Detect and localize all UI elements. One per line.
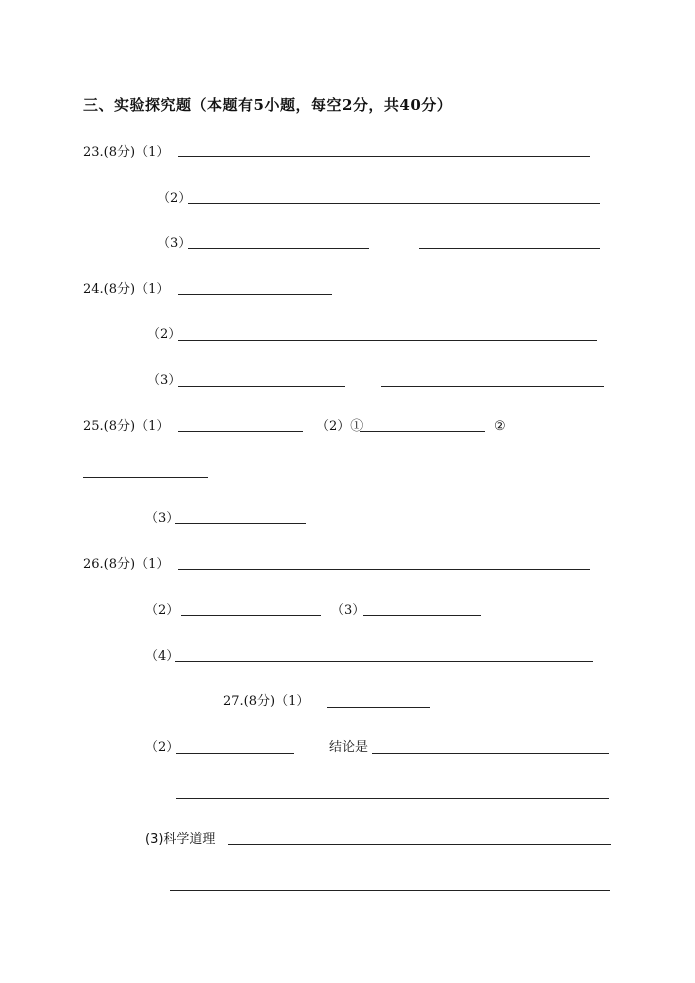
q23-part2-label: （2） bbox=[157, 191, 192, 206]
q24-blank-3a[interactable] bbox=[178, 386, 345, 387]
q25-blank-2a[interactable] bbox=[360, 431, 485, 432]
q26-blank-1[interactable] bbox=[178, 569, 590, 570]
q24-part2-label: （2） bbox=[147, 327, 182, 342]
q26-part2-label: （2） bbox=[145, 603, 180, 618]
q26-blank-2[interactable] bbox=[181, 615, 321, 616]
q26-part4-label: （4） bbox=[145, 649, 180, 664]
q23-part3-label: （3） bbox=[157, 236, 192, 251]
q27-part3-label: (3)科学道理 bbox=[145, 832, 216, 847]
q25-label: 25.(8分)（1） bbox=[83, 419, 170, 434]
section-title: 三、实验探究题（本题有5小题，每空2分，共40分） bbox=[83, 96, 453, 114]
q23-blank-3b[interactable] bbox=[419, 248, 600, 249]
q23-blank-3a[interactable] bbox=[188, 248, 369, 249]
q27-conclusion-label: 结论是 bbox=[329, 740, 369, 755]
q24-blank-1[interactable] bbox=[178, 294, 332, 295]
q27-blank-2[interactable] bbox=[176, 753, 294, 754]
q27-blank-1[interactable] bbox=[327, 707, 430, 708]
q27-part2-label: （2） bbox=[145, 740, 180, 755]
q23-blank-2[interactable] bbox=[188, 203, 600, 204]
q25-blank-2b[interactable] bbox=[83, 477, 208, 478]
q26-blank-3[interactable] bbox=[363, 615, 481, 616]
q24-blank-3b[interactable] bbox=[381, 386, 604, 387]
q23-blank-1[interactable] bbox=[178, 156, 590, 157]
q26-label: 26.(8分)（1） bbox=[83, 557, 170, 572]
q25-part3-label: （3） bbox=[145, 511, 180, 526]
q27-label: 27.(8分)（1） bbox=[223, 694, 310, 709]
q24-part3-label: （3） bbox=[147, 373, 182, 388]
q26-part3-label: （3） bbox=[331, 603, 366, 618]
q23-label: 23.(8分)（1） bbox=[83, 145, 170, 160]
q25-part2-label: （2）① bbox=[316, 419, 364, 434]
q26-blank-4[interactable] bbox=[175, 661, 593, 662]
q24-blank-2[interactable] bbox=[178, 340, 597, 341]
q24-label: 24.(8分)（1） bbox=[83, 282, 170, 297]
q25-circle-2: ② bbox=[494, 419, 506, 434]
q27-blank-3-2[interactable] bbox=[170, 890, 610, 891]
q27-blank-conclusion[interactable] bbox=[372, 753, 609, 754]
q27-blank-conclusion-2[interactable] bbox=[176, 798, 609, 799]
q25-blank-3[interactable] bbox=[175, 523, 306, 524]
q27-blank-3[interactable] bbox=[228, 844, 611, 845]
q25-blank-1[interactable] bbox=[178, 431, 303, 432]
